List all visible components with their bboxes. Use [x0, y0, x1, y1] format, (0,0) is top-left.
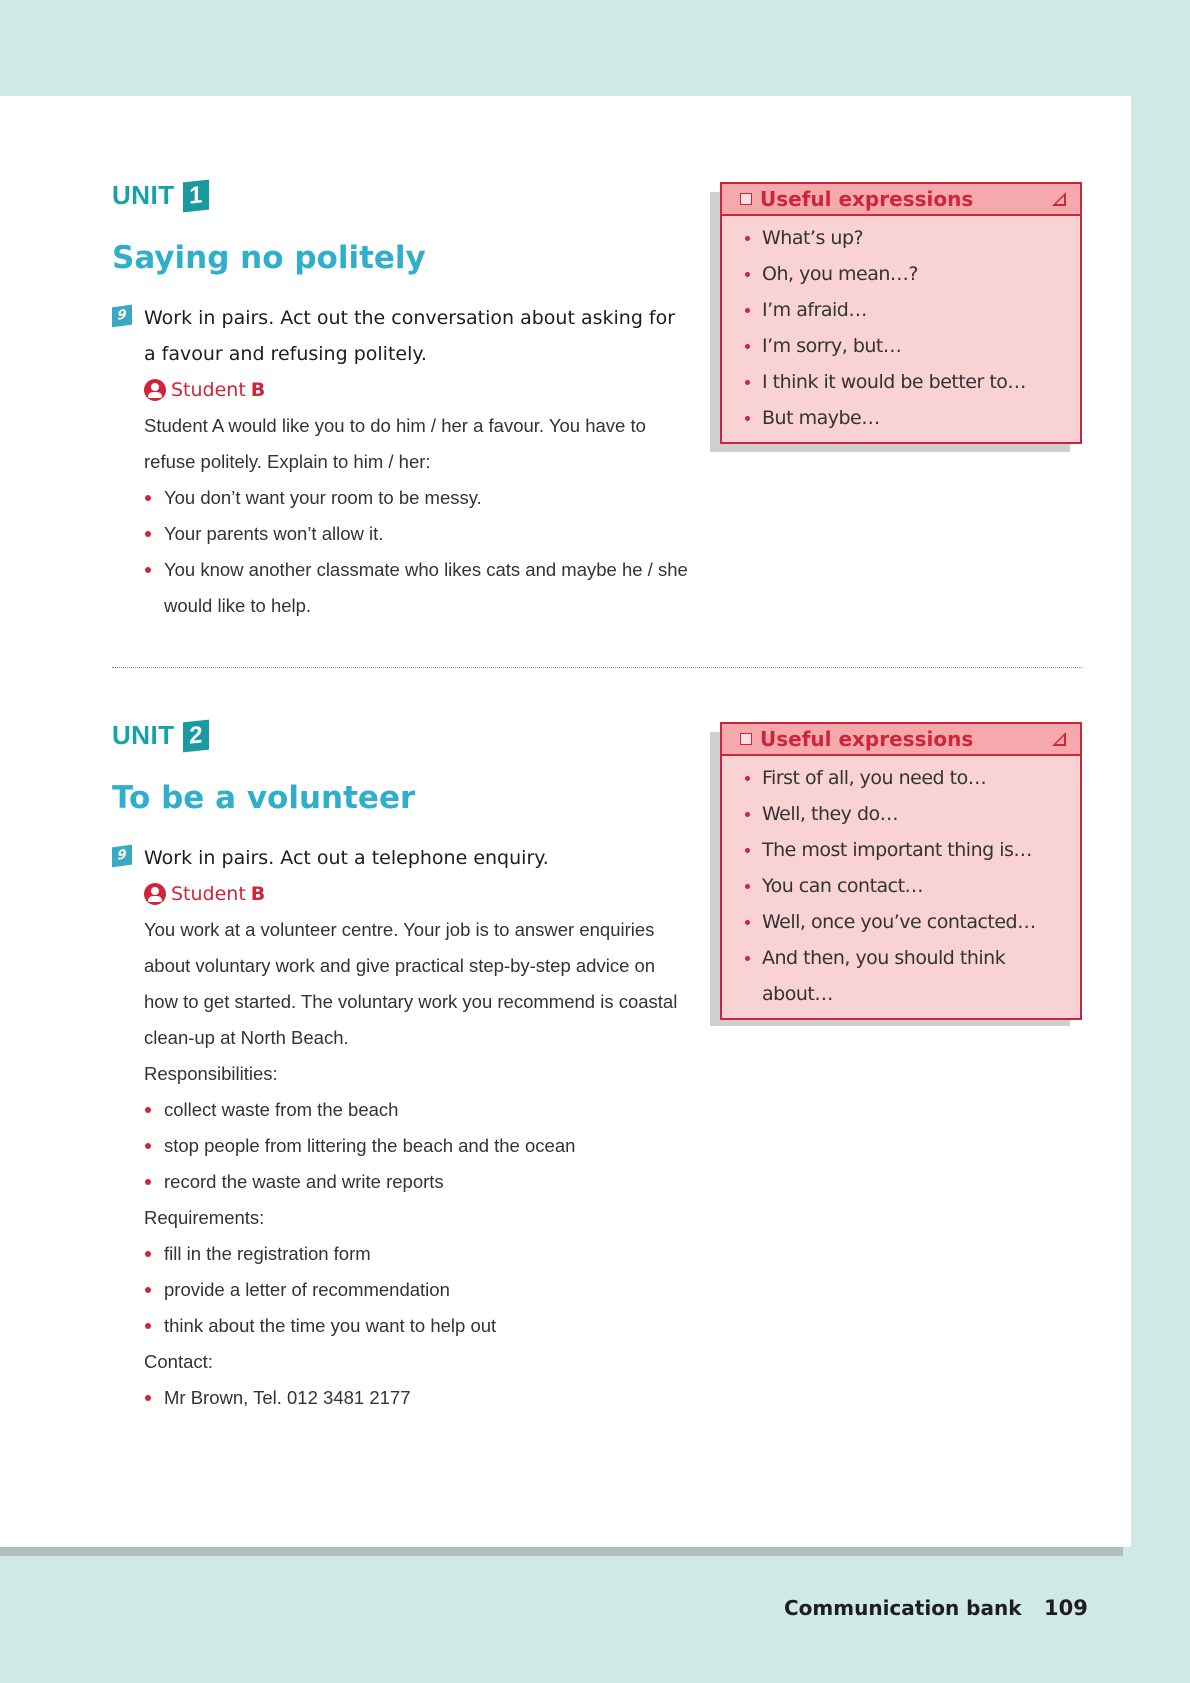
triangle-corner-icon [1052, 192, 1066, 206]
requirements-list [144, 1236, 692, 1344]
checkbox-square-icon [740, 733, 752, 745]
section-label: Contact: [144, 1351, 213, 1372]
list-item: You don’t want your room to be messy. [144, 480, 692, 516]
list-item: I’m sorry, but… [722, 328, 1080, 364]
triangle-corner-icon [1052, 732, 1066, 746]
useful-expressions-box-1 [720, 182, 1082, 444]
list-item: You can contact… [722, 868, 1080, 904]
unit-2-title: To be a volunteer [112, 780, 416, 816]
unit-2-label [112, 720, 209, 751]
section-label: Responsibilities: [144, 1063, 278, 1084]
list-item: Well, they do… [722, 796, 1080, 832]
useful-expressions-header [722, 184, 1080, 216]
page-number: 109 [1044, 1596, 1088, 1620]
unit-1-title: Saying no politely [112, 240, 426, 276]
student-role [144, 372, 692, 408]
person-icon [144, 883, 166, 905]
section-divider [112, 667, 1082, 668]
unit-1-task [112, 300, 692, 624]
task-number-icon: 9 [112, 305, 132, 328]
task-instruction: Work in pairs. Act out a telephone enquiry. [144, 847, 549, 869]
footer-section-name: Communication bank [784, 1596, 1022, 1620]
checkbox-square-icon [740, 193, 752, 205]
responsibilities-list [144, 1092, 692, 1200]
list-item: Oh, you mean…? [722, 256, 1080, 292]
useful-expressions-box-2 [720, 722, 1082, 1020]
list-item: I think it would be better to… [722, 364, 1080, 400]
list-item: The most important thing is… [722, 832, 1080, 868]
unit-2-task [112, 840, 692, 1416]
list-item: fill in the registration form [144, 1236, 692, 1272]
useful-expressions-header [722, 724, 1080, 756]
list-item: You know another classmate who likes cats and maybe he / she would like to help. [144, 552, 692, 624]
list-item: provide a letter of recommendation [144, 1272, 692, 1308]
expressions-list [722, 756, 1080, 1018]
student-letter: B [250, 883, 266, 905]
useful-expressions-heading: Useful expressions [760, 727, 974, 751]
contact-list [144, 1380, 692, 1416]
person-icon [144, 379, 166, 401]
task-instruction: Work in pairs. Act out the conversation about asking for a favour and refusing politely. [144, 307, 676, 365]
list-item: But maybe… [722, 400, 1080, 436]
task-bullets [144, 480, 692, 624]
unit-number-badge: 1 [183, 179, 209, 212]
task-number-icon: 9 [112, 845, 132, 868]
page-edge-shadow [0, 1547, 1123, 1556]
list-item: Mr Brown, Tel. 012 3481 2177 [144, 1380, 692, 1416]
list-item: record the waste and write reports [144, 1164, 692, 1200]
student-role [144, 876, 692, 912]
student-letter: B [250, 379, 266, 401]
unit-number-badge: 2 [183, 719, 209, 752]
list-item: First of all, you need to… [722, 760, 1080, 796]
list-item: collect waste from the beach [144, 1092, 692, 1128]
task-paragraph: Student A would like you to do him / her a favour. You have to refuse politely. Explain to him / her: [144, 415, 646, 472]
list-item: What’s up? [722, 220, 1080, 256]
useful-expressions-heading: Useful expressions [760, 187, 974, 211]
unit-label-text: UNIT [112, 180, 175, 210]
student-prefix: Student [171, 883, 246, 905]
list-item: stop people from littering the beach and the ocean [144, 1128, 692, 1164]
expressions-list [722, 216, 1080, 442]
student-prefix: Student [171, 379, 246, 401]
task-paragraph: You work at a volunteer centre. Your job is to answer enquiries about voluntary work and give practical step-by-step advice on how to get started. The voluntary work you recommend is coastal clean-up at North Beach. [144, 919, 678, 1048]
list-item: Well, once you’ve contacted… [722, 904, 1080, 940]
list-item: think about the time you want to help out [144, 1308, 692, 1344]
list-item: And then, you should think about… [722, 940, 1080, 1012]
list-item: Your parents won’t allow it. [144, 516, 692, 552]
section-label: Requirements: [144, 1207, 265, 1228]
list-item: I’m afraid… [722, 292, 1080, 328]
unit-1-label [112, 180, 209, 211]
unit-label-text: UNIT [112, 720, 175, 750]
